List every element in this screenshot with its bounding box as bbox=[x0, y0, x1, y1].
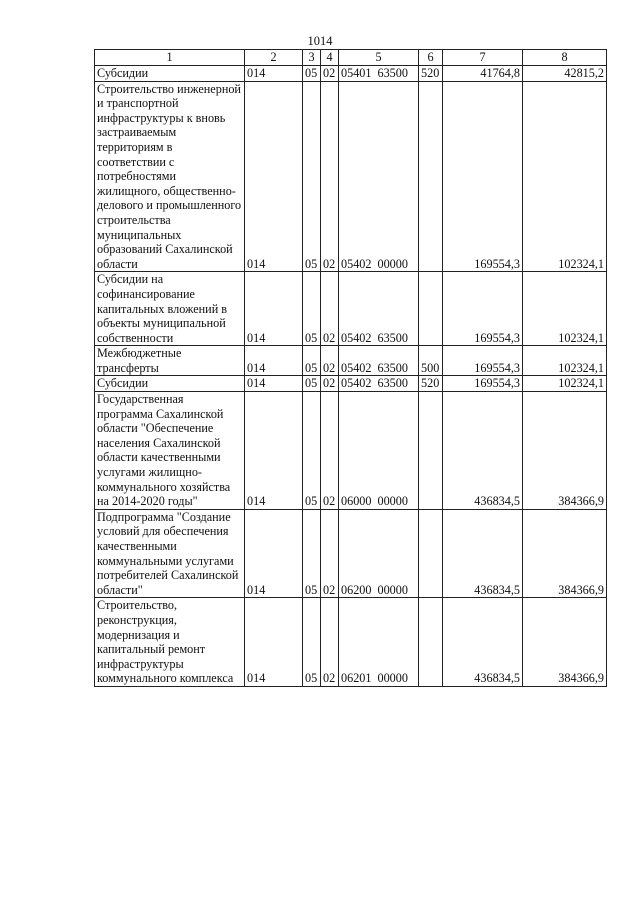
cell-expense-type: 520 bbox=[419, 376, 443, 392]
cell-expense-type bbox=[419, 598, 443, 687]
row-name: Субсидии bbox=[95, 376, 245, 392]
cell-subsection: 02 bbox=[321, 346, 339, 376]
target-article-part: 05402 bbox=[341, 376, 372, 391]
cell-section: 05 bbox=[303, 346, 321, 376]
row-name: Субсидии bbox=[95, 66, 245, 82]
target-article-part: 05401 bbox=[341, 66, 372, 80]
cell-amount-1: 436834,5 bbox=[443, 598, 523, 687]
cell-section: 05 bbox=[303, 66, 321, 82]
cell-ministry: 014 bbox=[245, 272, 303, 346]
target-article-part: 00000 bbox=[377, 582, 408, 597]
target-article-part: 63500 bbox=[377, 376, 408, 391]
target-article-part: 06201 bbox=[341, 671, 372, 686]
header-cell: 3 bbox=[303, 50, 321, 66]
table-row bbox=[95, 392, 607, 510]
cell-ministry: 014 bbox=[245, 346, 303, 376]
cell-expense-type bbox=[419, 509, 443, 598]
cell-ministry: 014 bbox=[245, 66, 303, 82]
cell-amount-2: 384366,9 bbox=[523, 392, 607, 510]
target-article-part: 05402 bbox=[341, 256, 372, 271]
cell-target-article bbox=[339, 392, 419, 510]
target-article-part: 63500 bbox=[377, 330, 408, 345]
cell-amount-1: 169554,3 bbox=[443, 346, 523, 376]
cell-target-article bbox=[339, 509, 419, 598]
header-cell: 1 bbox=[95, 50, 245, 66]
target-article-part: 00000 bbox=[377, 671, 408, 686]
cell-ministry: 014 bbox=[245, 81, 303, 272]
cell-ministry: 014 bbox=[245, 392, 303, 510]
target-article-part: 06200 bbox=[341, 582, 372, 597]
row-name: Межбюджетные трансферты bbox=[95, 346, 245, 376]
target-article-part: 06000 bbox=[341, 494, 372, 509]
cell-expense-type bbox=[419, 392, 443, 510]
cell-target-article bbox=[339, 376, 419, 392]
target-article-part: 00000 bbox=[377, 494, 408, 509]
header-cell: 4 bbox=[321, 50, 339, 66]
cell-expense-type: 500 bbox=[419, 346, 443, 376]
page-number: 1014 bbox=[307, 34, 333, 48]
cell-amount-2: 42815,2 bbox=[523, 66, 607, 82]
cell-amount-2: 102324,1 bbox=[523, 81, 607, 272]
cell-amount-1: 41764,8 bbox=[443, 66, 523, 82]
cell-expense-type bbox=[419, 81, 443, 272]
header-cell: 6 bbox=[419, 50, 443, 66]
cell-section: 05 bbox=[303, 509, 321, 598]
target-article-part: 63500 bbox=[377, 360, 408, 375]
target-article-part: 05402 bbox=[341, 360, 372, 375]
cell-subsection: 02 bbox=[321, 376, 339, 392]
cell-amount-1: 436834,5 bbox=[443, 392, 523, 510]
cell-expense-type bbox=[419, 272, 443, 346]
cell-subsection: 02 bbox=[321, 272, 339, 346]
budget-table bbox=[94, 49, 607, 687]
cell-amount-2: 102324,1 bbox=[523, 346, 607, 376]
cell-subsection: 02 bbox=[321, 81, 339, 272]
target-article-part: 63500 bbox=[377, 66, 408, 80]
target-article-part: 00000 bbox=[377, 256, 408, 271]
cell-subsection: 02 bbox=[321, 392, 339, 510]
cell-amount-1: 169554,3 bbox=[443, 81, 523, 272]
header-row bbox=[95, 50, 607, 66]
cell-target-article bbox=[339, 272, 419, 346]
cell-amount-1: 436834,5 bbox=[443, 509, 523, 598]
header-cell: 2 bbox=[245, 50, 303, 66]
row-name: Государственная программа Сахалинской области "Обеспечение населения Сахалинской области качественными услугами жилищно-коммунального хозяйства на 2014-2020 годы" bbox=[95, 392, 245, 510]
cell-section: 05 bbox=[303, 376, 321, 392]
header-cell: 8 bbox=[523, 50, 607, 66]
table-row bbox=[95, 509, 607, 598]
target-article-part: 05402 bbox=[341, 330, 372, 345]
row-name: Строительство, реконструкция, модернизация и капитальный ремонт инфраструктуры коммунального комплекса bbox=[95, 598, 245, 687]
cell-section: 05 bbox=[303, 598, 321, 687]
table-row bbox=[95, 66, 607, 82]
cell-subsection: 02 bbox=[321, 66, 339, 82]
cell-amount-1: 169554,3 bbox=[443, 376, 523, 392]
table-row bbox=[95, 346, 607, 376]
cell-amount-2: 102324,1 bbox=[523, 272, 607, 346]
cell-amount-2: 102324,1 bbox=[523, 376, 607, 392]
cell-subsection: 02 bbox=[321, 598, 339, 687]
cell-target-article bbox=[339, 66, 419, 82]
table-row bbox=[95, 81, 607, 272]
cell-ministry: 014 bbox=[245, 376, 303, 392]
cell-section: 05 bbox=[303, 272, 321, 346]
cell-amount-1: 169554,3 bbox=[443, 272, 523, 346]
table-row bbox=[95, 376, 607, 392]
cell-target-article bbox=[339, 598, 419, 687]
table-row bbox=[95, 598, 607, 687]
row-name: Субсидии на софинансирование капитальных вложений в объекты муниципальной собственности bbox=[95, 272, 245, 346]
header-cell: 5 bbox=[339, 50, 419, 66]
cell-section: 05 bbox=[303, 81, 321, 272]
header-cell: 7 bbox=[443, 50, 523, 66]
cell-amount-2: 384366,9 bbox=[523, 598, 607, 687]
cell-amount-2: 384366,9 bbox=[523, 509, 607, 598]
cell-subsection: 02 bbox=[321, 509, 339, 598]
cell-ministry: 014 bbox=[245, 598, 303, 687]
table-row bbox=[95, 272, 607, 346]
row-name: Подпрограмма "Создание условий для обеспечения качественными коммунальными услугами потребителей Сахалинской области" bbox=[95, 509, 245, 598]
row-name: Строительство инженерной и транспортной инфраструктуры к вновь застраиваемым территориям в соответствии с потребностями жилищного, общественно-делового и промышленного строительства муниципальных образований Сахалинской области bbox=[95, 81, 245, 272]
cell-ministry: 014 bbox=[245, 509, 303, 598]
cell-section: 05 bbox=[303, 392, 321, 510]
cell-target-article bbox=[339, 346, 419, 376]
cell-expense-type: 520 bbox=[419, 66, 443, 82]
cell-target-article bbox=[339, 81, 419, 272]
